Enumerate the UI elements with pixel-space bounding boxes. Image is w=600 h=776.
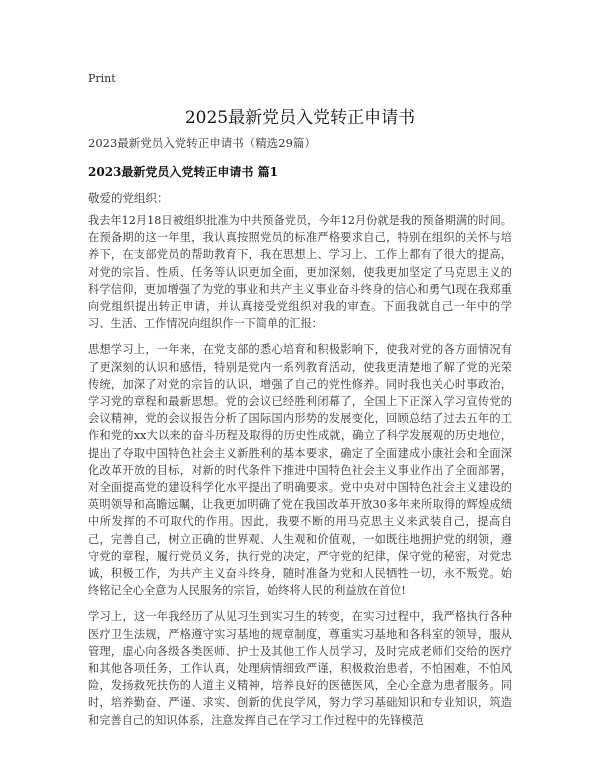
greeting-line: 敬爱的党组织： [88,191,169,205]
section-heading: 2023最新党员入党转正申请书 篇1 [88,165,278,179]
document-body [88,212,512,738]
paragraph: 学习上，这一年我经历了从见习生到实习生的转变，在实习过程中，我严格执行各种医疗卫生法规，严格遵守实习基地的规章制度，尊重实习基地和各科室的领导，服从管理，虚心向各级各类医师、护士及其他工作人员学习，及时完成老师们交给的医疗和其他各项任务，工作认真，处理病情细致严谨，积极救治患者，不怕困难，不怕风险，发扬救死扶伤的人道主义精神，培养良好的医德医风，全心全意为患者服务。同时，培养勤奋、严谨、求实、创新的优良学风，努力学习基础知识和专业知识，筑造和完善自己的知识体系，注意发挥自己在学习工作过程中的先锋模范 [88,610,512,727]
print-label: Print [88,72,116,85]
paragraph: 思想学习上，一年来，在党支部的悉心培育和积极影响下，使我对党的各方面情况有了更深刻的认识和感悟，特别是党内一系列教育活动，使我更清楚地了解了党的光荣传统，加深了对党的宗旨的认识，增强了自己的党性修养。同时我也关心时事政治，学习党的章程和最新思想。党的会议已经胜利闭幕了，全国上下正深入学习宣传党的会议精神，党的会议报告分析了国际国内形势的发展变化，回顾总结了过去五年的工作和党的xx大以来的奋斗历程及取得的历史性成就，确立了科学发展观的历史地位，提出了夺取中国特色社会主义新胜利的基本要求，确定了全面建成小康社会和全面深化改革开放的目标，对新的时代条件下推进中国特色社会主义事业作出了全面部署，对全面提高党的建设科学化水平提出了明确要求。党中央对中国特色社会主义建设的英明领导和高瞻远瞩，让我更加明确了党在我国改革开放30多年来所取得的辉煌成绩中所发挥的不可取代的作用。因此，我要不断的用马克思主义来武装自己，提高自己，完善自己，树立正确的世界观、人生观和价值观，一如既往地拥护党的纲领，遵守党的章程，履行党员义务，执行党的决定，严守党的纪律，保守党的秘密，对党忠诚，积极工作，为共产主义奋斗终身，随时准备为党和人民牺牲一切，永不叛党。始终铭记全心全意为人民服务的宗旨，始终将人民的利益放在首位! [88,343,512,598]
paragraph: 我去年12月18日被组织批准为中共预备党员，今年12月份就是我的预备期满的时间。在预备期的这一年里，我认真按照党员的标准严格要求自己，特别在组织的关怀与培养下，在支部党员的帮助教育下，我在思想上、学习上、工作上都有了很大的提高，对党的宗旨、性质、任务等认识更加全面，更加深刻，使我更加坚定了马克思主义的科学信仰，更加增强了为党的事业和共产主义事业奋斗终身的信心和勇气l现在我郑重向党组织提出转正申请，并认真接受党组织对我的审查。下面我就自己一年中的学习、生活、工作情况向组织作一下简单的汇报： [88,214,512,331]
document-title: 2025最新党员入党转正申请书 [184,108,416,128]
document-subtitle: 2023最新党员入党转正申请书（精选29篇） [88,136,316,150]
